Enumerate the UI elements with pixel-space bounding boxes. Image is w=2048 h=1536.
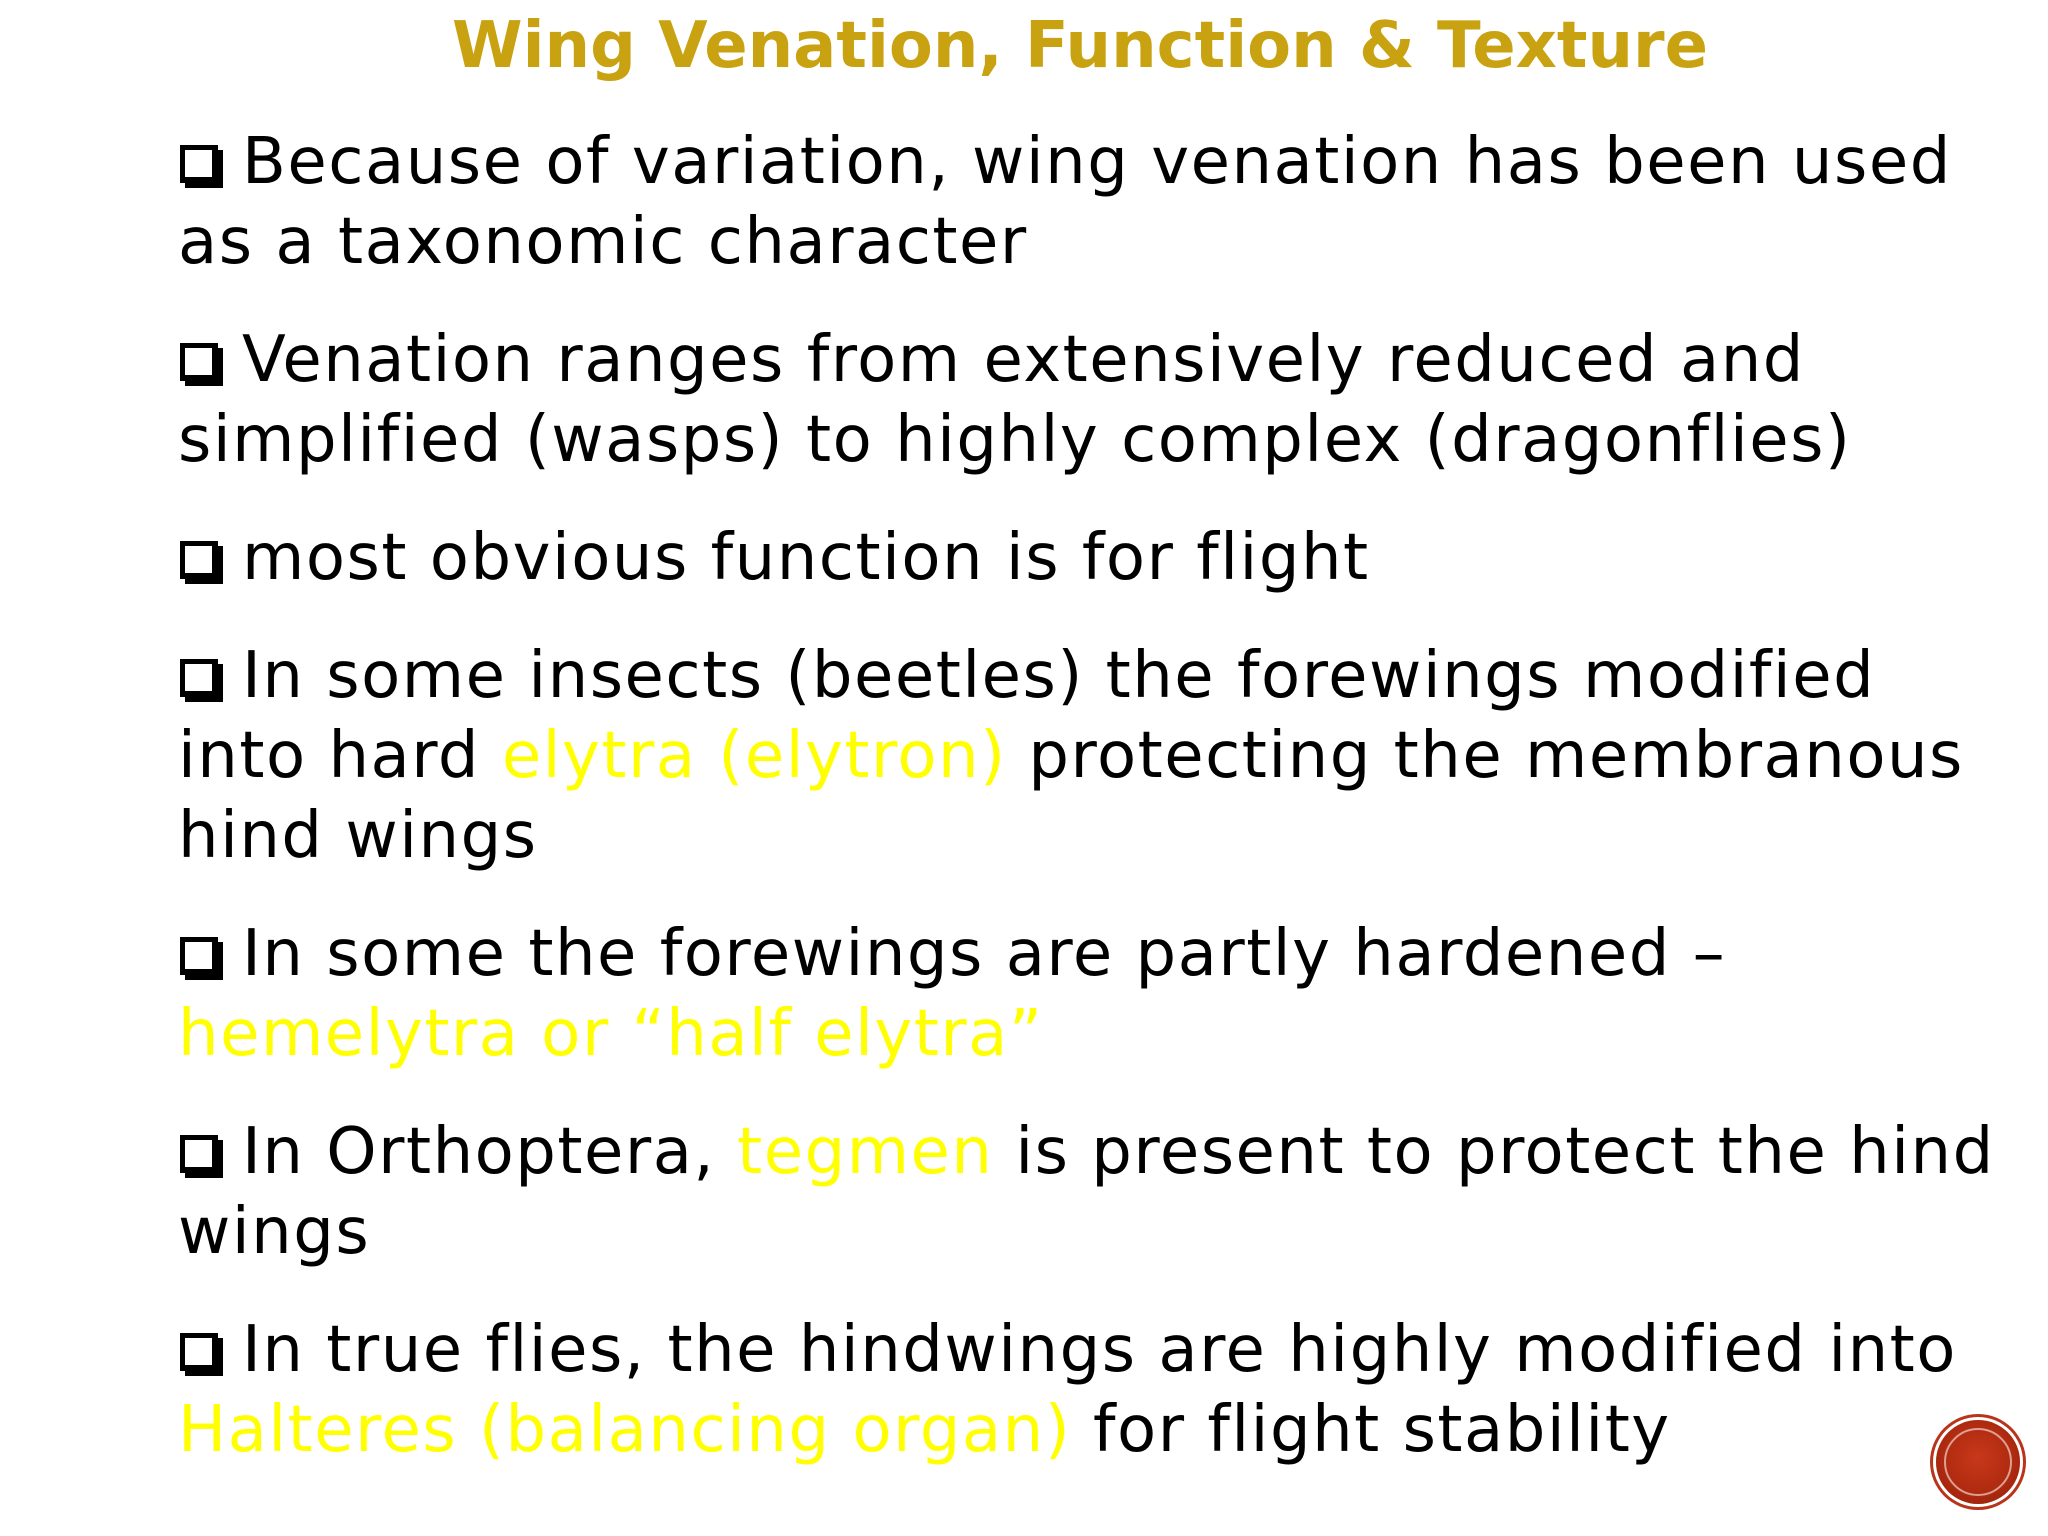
checkbox-bullet-icon: [180, 541, 218, 579]
bullet-text: protecting the membranous hind wings: [178, 719, 1964, 873]
checkbox-bullet-icon: [180, 937, 218, 975]
bullet-list: [178, 122, 1998, 1508]
bullet-item: [178, 1112, 1998, 1272]
bullet-item: [178, 1310, 1998, 1470]
checkbox-bullet-icon: [180, 659, 218, 697]
checkbox-bullet-icon: [180, 145, 218, 183]
circle-nav-icon[interactable]: [1936, 1420, 2020, 1504]
bullet-item: [178, 320, 1998, 480]
bullet-text: most obvious function is for flight: [242, 521, 1370, 595]
bullet-text: is present to protect the hind wings: [178, 1115, 1995, 1269]
slide-title: Wing Venation, Function & Texture: [451, 9, 1709, 83]
bullet-item: [178, 122, 1998, 282]
checkbox-bullet-icon: [180, 1135, 218, 1173]
bullet-item: [178, 914, 1998, 1074]
bullet-text: Venation ranges from extensively reduced and simplified (wasps) to highly complex (dragonflies): [178, 323, 1852, 477]
highlighted-term: elytra (elytron): [501, 719, 1007, 793]
checkbox-bullet-icon: [180, 1333, 218, 1371]
bullet-text: In true flies, the hindwings are highly modified into: [242, 1313, 1957, 1387]
bullet-text: for flight stability: [1071, 1393, 1671, 1467]
bullet-item: [178, 636, 1998, 876]
checkbox-bullet-icon: [180, 343, 218, 381]
highlighted-term: tegmen: [737, 1115, 994, 1189]
bullet-text: In Orthoptera,: [242, 1115, 738, 1189]
highlighted-term: Halteres (balancing organ): [178, 1393, 1072, 1467]
bullet-text: Because of variation, wing venation has been used as a taxonomic character: [178, 125, 1952, 279]
bullet-item: [178, 518, 1998, 598]
bullet-text: In some insects (beetles) the forewings modified into hard: [178, 639, 1876, 793]
highlighted-term: hemelytra or “half elytra”: [178, 997, 1044, 1071]
bullet-text: In some the forewings are partly hardened –: [242, 917, 1727, 991]
